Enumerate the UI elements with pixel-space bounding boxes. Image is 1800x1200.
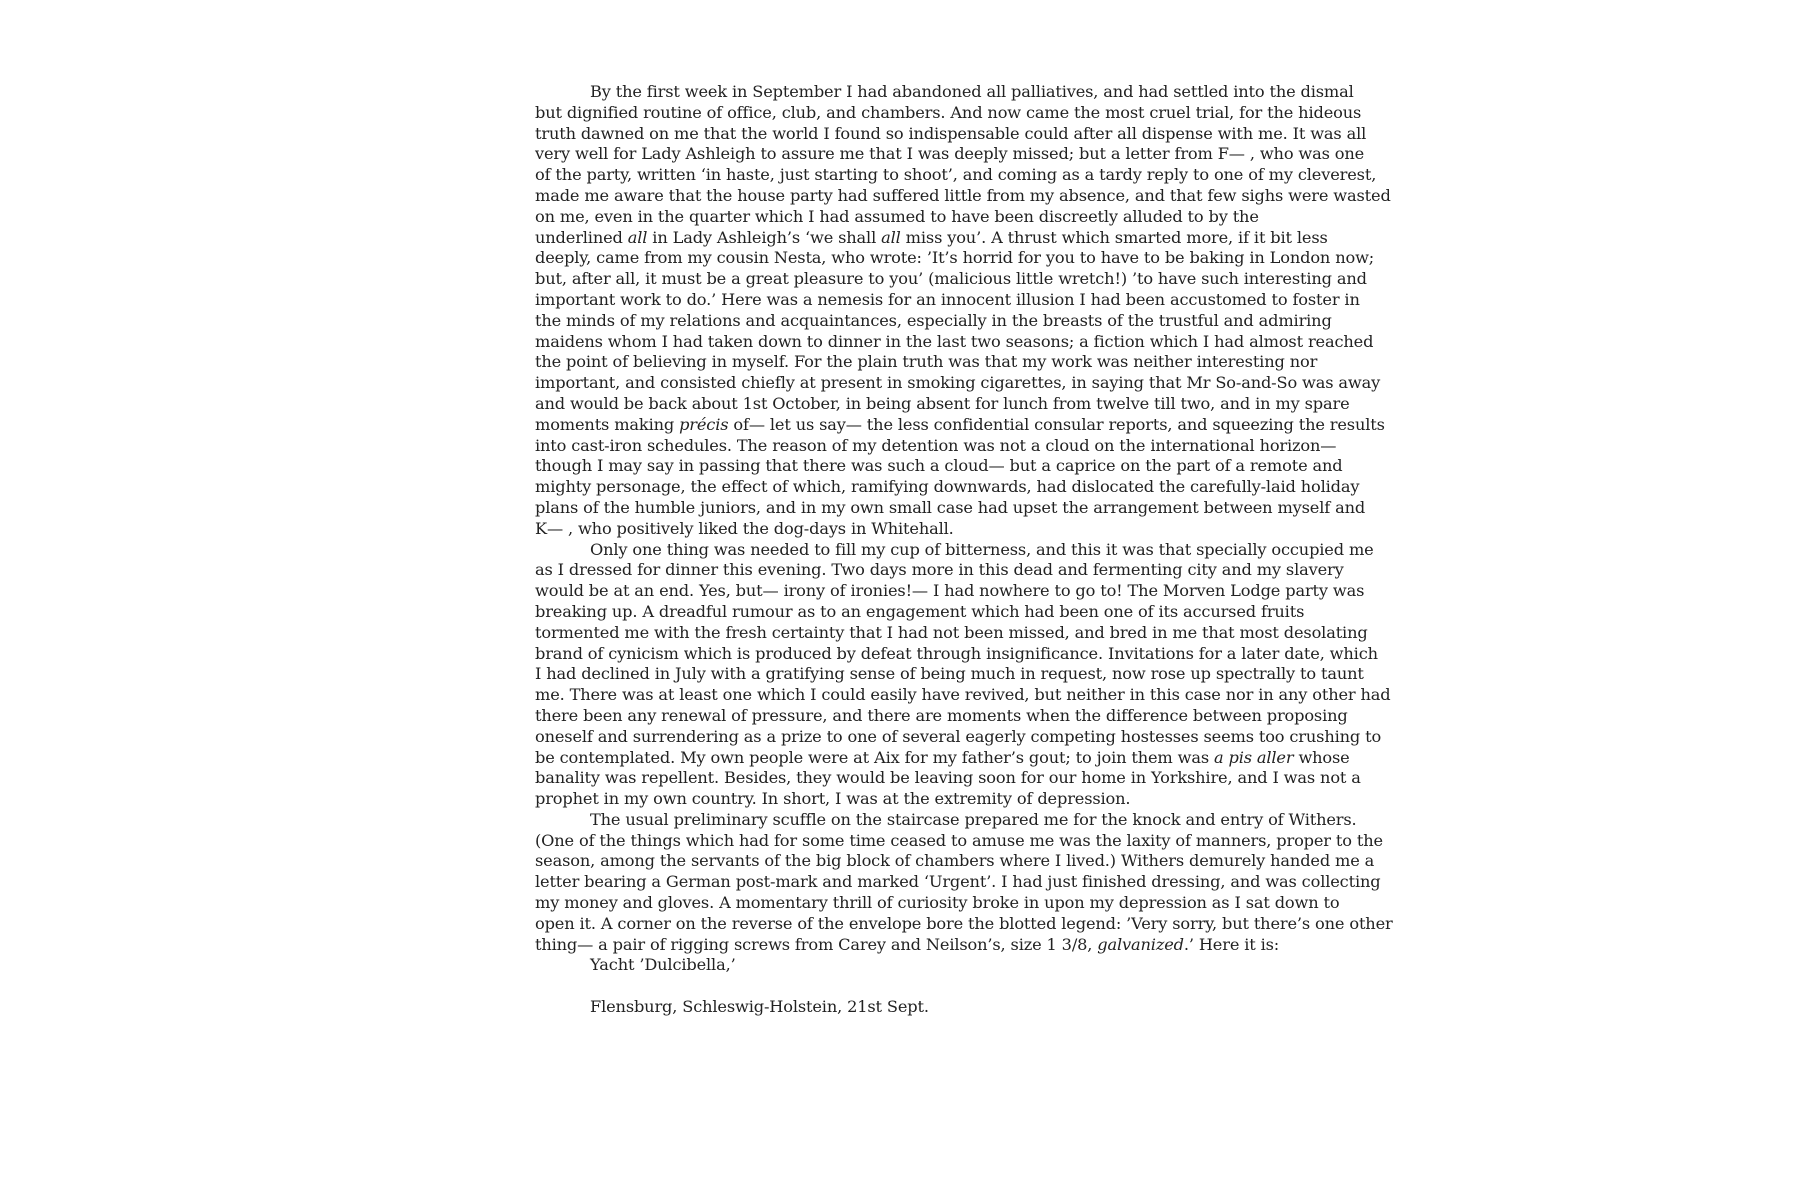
text-line: breaking up. A dreadful rumour as to an engagement which had been one of its accursed fruits <box>535 601 1305 621</box>
text-line: I had declined in July with a gratifying sense of being much in request, now rose up spectrally to taunt <box>535 664 1364 684</box>
text-run: .’ Here it is: <box>1183 934 1280 954</box>
text-line <box>535 414 1385 436</box>
text-line: open it. A corner on the reverse of the envelope bore the blotted legend: ’Very sorry, but there’s one other <box>535 913 1393 933</box>
paragraph-1 <box>535 82 1391 540</box>
text-run: underlined <box>535 227 628 247</box>
text-line: plans of the humble juniors, and in my own small case had upset the arrangement between myself and <box>535 497 1366 517</box>
text-line: would be at an end. Yes, but— irony of ironies!— I had nowhere to go to! The Morven Lodge party was <box>535 581 1365 601</box>
text-line: of the party, written ‘in haste, just starting to shoot’, and coming as a tardy reply to one of my cleverest, <box>535 165 1377 185</box>
text-line: made me aware that the house party had suffered little from my absence, and that few sighs were wasted <box>535 185 1391 205</box>
text-line: but, after all, it must be a great pleasure to you’ (malicious little wretch!) ’to have such interesting and <box>535 269 1367 289</box>
text-line: mighty personage, the effect of which, ramifying downwards, had dislocated the carefully-laid holiday <box>535 477 1360 497</box>
text-line: though I may say in passing that there was such a cloud— but a caprice on the part of a remote and <box>535 456 1343 476</box>
text-line <box>535 935 1335 956</box>
text-line: deeply, came from my cousin Nesta, who wrote: ’It’s horrid for you to have to be baking in London now; <box>535 248 1375 268</box>
text-line: the minds of my relations and acquaintances, especially in the breasts of the trustful and admiring <box>535 310 1332 330</box>
italic-phrase: a pis aller <box>1213 747 1294 767</box>
text-line: brand of cynicism which is produced by defeat through insignificance. Invitations for a later date, which <box>535 643 1378 663</box>
paragraph-2 <box>535 539 1391 810</box>
text-line: (One of the things which had for some time ceased to amuse me was the laxity of manners, proper to the <box>535 830 1383 850</box>
blank-line <box>535 976 1335 997</box>
text-line: me. There was at least one which I could easily have revived, but neither in this case nor in any other had <box>535 685 1391 705</box>
text-line: and would be back about 1st October, in being absent for lunch from twelve till two, and in my spare <box>535 393 1350 413</box>
text-line: maidens whom I had taken down to dinner in the last two seasons; a fiction which I had almost reached <box>535 331 1374 351</box>
text-run: in Lady Ashleigh’s ‘we shall <box>647 227 882 247</box>
text-line: oneself and surrendering as a prize to one of several eagerly competing hostesses seems too crushing to <box>535 726 1382 746</box>
text-run: of— let us say— the less confidential consular reports, and squeezing the results <box>728 414 1385 434</box>
text-line: letter bearing a German post-mark and marked ‘Urgent’. I had just finished dressing, and was collecting <box>535 872 1381 892</box>
text-line: important work to do.’ Here was a nemesis for an innocent illusion I had been accustomed to foster in <box>535 289 1360 309</box>
text-line: season, among the servants of the big block of chambers where I lived.) Withers demurely handed me a <box>535 851 1375 871</box>
italic-word: galvanized <box>1097 934 1184 954</box>
text-run: be contemplated. My own people were at Aix for my father’s gout; to join them was <box>535 747 1214 767</box>
text-line <box>535 747 1350 769</box>
text-line: but dignified routine of office, club, and chambers. And now came the most cruel trial, for the hideous <box>535 102 1362 122</box>
text-line: truth dawned on me that the world I found so indispensable could after all dispense with me. It was all <box>535 123 1367 143</box>
text-line: there been any renewal of pressure, and there are moments when the difference between proposing <box>535 705 1348 725</box>
text-run: moments making <box>535 414 680 434</box>
text-line: K— , who positively liked the dog-days in Whitehall. <box>535 518 954 538</box>
italic-word: précis <box>679 414 729 434</box>
text-line <box>535 228 1335 249</box>
text-line: Only one thing was needed to fill my cup of bitterness, and this it was that specially occupied me <box>590 539 1374 559</box>
text-line: The usual preliminary scuffle on the staircase prepared me for the knock and entry of Withers. <box>590 809 1357 829</box>
text-line: prophet in my own country. In short, I was at the extremity of depression. <box>535 789 1131 809</box>
text-run: thing— a pair of rigging screws from Carey and Neilson’s, size 1 3/8, <box>535 934 1098 954</box>
text-run: whose <box>1293 747 1350 767</box>
text-run: miss you’. A thrust which smarted more, if it bit less <box>900 227 1328 247</box>
italic-word: all <box>627 227 648 247</box>
letter-heading <box>535 955 1335 1017</box>
italic-word: all <box>881 227 901 247</box>
text-line: into cast-iron schedules. The reason of my detention was not a cloud on the international horizon— <box>535 435 1337 455</box>
text-line: my money and gloves. A momentary thrill of curiosity broke in upon my depression as I sat down to <box>535 893 1340 913</box>
paragraph-3 <box>535 809 1393 956</box>
document-body <box>535 82 1393 1018</box>
text-line: By the first week in September I had abandoned all palliatives, and had settled into the dismal <box>590 82 1354 101</box>
yacht-name: Yacht ’Dulcibella,’ <box>590 955 736 975</box>
text-line: the point of believing in myself. For the plain truth was that my work was neither interesting nor <box>535 352 1318 372</box>
text-line: banality was repellent. Besides, they would be leaving soon for our home in Yorkshire, and I was not a <box>535 768 1361 788</box>
text-line: as I dressed for dinner this evening. Two days more in this dead and fermenting city and my slavery <box>535 560 1344 580</box>
text-line: important, and consisted chiefly at present in smoking cigarettes, in saying that Mr So-and-So was away <box>535 373 1381 393</box>
text-line: tormented me with the fresh certainty that I had not been missed, and bred in me that most desolating <box>535 622 1368 642</box>
text-line: on me, even in the quarter which I had assumed to have been discreetly alluded to by the <box>535 206 1259 226</box>
text-line: very well for Lady Ashleigh to assure me that I was deeply missed; but a letter from F— , who was one <box>535 144 1365 164</box>
letter-place-date: Flensburg, Schleswig-Holstein, 21st Sept. <box>590 997 929 1017</box>
